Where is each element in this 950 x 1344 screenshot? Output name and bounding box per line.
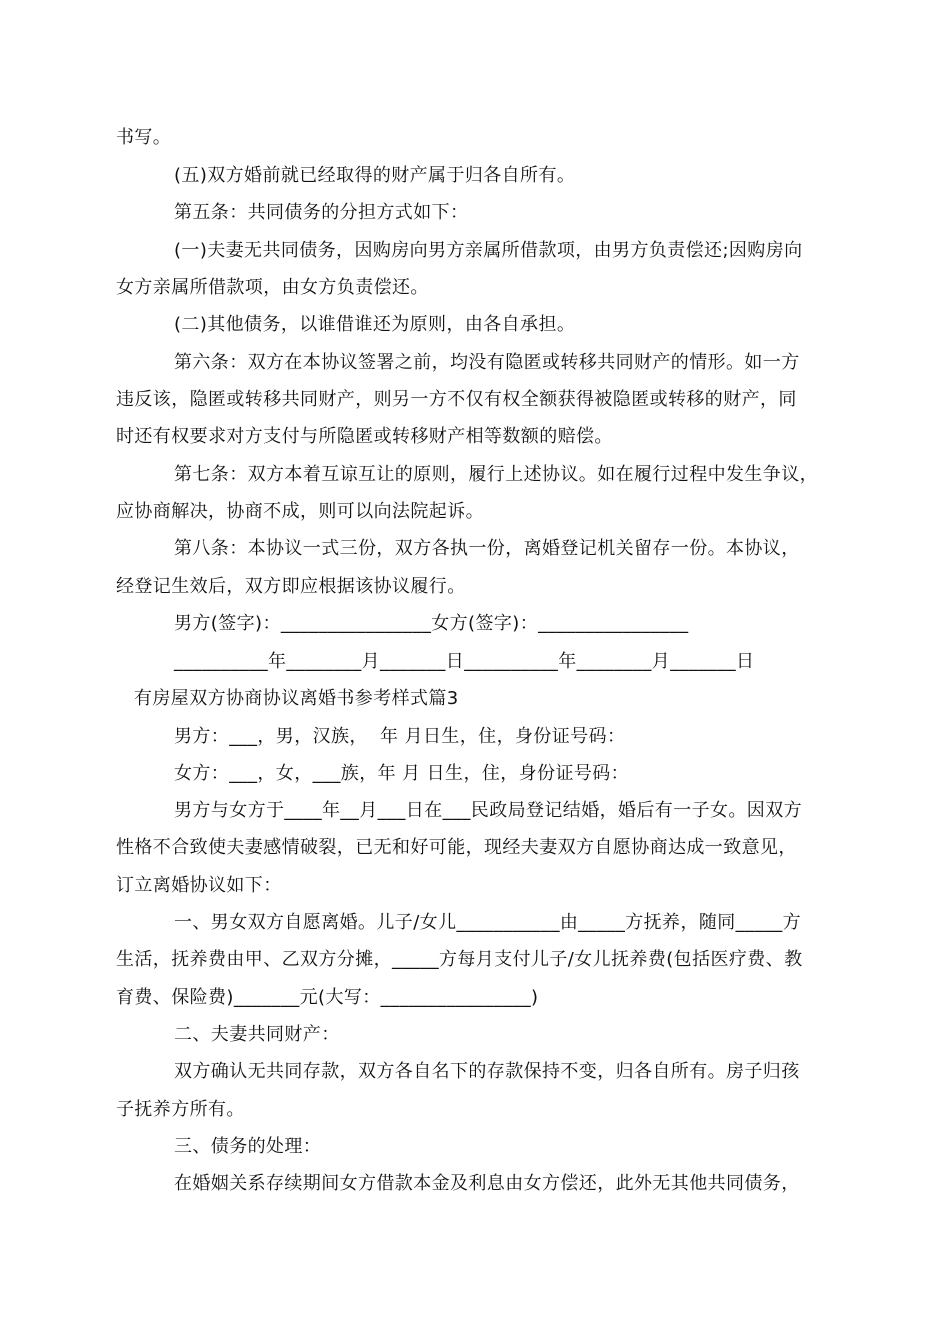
- paragraph-line: 女方亲属所借款项，由女方负责偿还。: [116, 277, 429, 298]
- paragraph-line: 违反该，隐匿或转移共同财产，则另一方不仅有权全额获得被隐匿或转移的财产，同: [116, 389, 797, 410]
- paragraph-line: 一、男女双方自愿离婚。儿子/女儿___________由_____方抚养，随同_____方: [174, 912, 802, 933]
- date-line: __________年________月_______日__________年________月_______日: [174, 651, 755, 672]
- article-heading: 第五条：共同债务的分担方式如下：: [174, 202, 469, 223]
- clause-heading: 二、夫妻共同财产：: [174, 1024, 340, 1045]
- party-line: 女方：___，女，___族，年 月 日生，住，身份证号码：: [174, 763, 630, 784]
- clause-heading: 三、债务的处理：: [174, 1136, 322, 1157]
- paragraph-line: (二)其他债务，以谁借谁还为原则，由各自承担。: [174, 314, 576, 335]
- paragraph-line: 生活，抚养费由甲、乙双方分摊，_____方每月支付儿子/女儿抚养费(包括医疗费、教: [116, 949, 803, 970]
- paragraph-line: 第八条：本协议一式三份，双方各执一份，离婚登记机关留存一份。本协议，: [174, 538, 800, 559]
- paragraph-line: (一)夫妻无共同债务，因购房向男方亲属所借款项，由男方负责偿还;因购房向: [174, 240, 803, 261]
- paragraph-line: 双方确认无共同存款，双方各自名下的存款保持不变，归各自所有。房子归孩: [174, 1061, 800, 1082]
- paragraph-line: (五)双方婚前就已经取得的财产属于归各自所有。: [174, 165, 576, 186]
- signature-line: 男方(签字)：________________女方(签字)：________________: [174, 613, 689, 634]
- paragraph-line: 在婚姻关系存续期间女方借款本金及利息由女方偿还，此外无其他共同债务，: [174, 1173, 800, 1194]
- section-title: 有房屋双方协商协议离婚书参考样式篇3: [134, 688, 459, 709]
- paragraph-line: 书写。: [116, 127, 172, 148]
- paragraph-line: 育费、保险费)_______元(大写：________________): [116, 987, 539, 1008]
- paragraph-line: 第六条：双方在本协议签署之前，均没有隐匿或转移共同财产的情形。如一方: [174, 352, 800, 373]
- paragraph-line: 经登记生效后，双方即应根据该协议履行。: [116, 576, 466, 597]
- paragraph-line: 时还有权要求对方支付与所隐匿或转移财产相等数额的赔偿。: [116, 426, 613, 447]
- paragraph-line: 男方与女方于____年__月___日在___民政局登记结婚，婚后有一子女。因双方: [174, 800, 802, 821]
- paragraph-line: 第七条：双方本着互谅互让的原则，履行上述协议。如在履行过程中发生争议，: [174, 464, 818, 485]
- paragraph-line: 子抚养方所有。: [116, 1099, 245, 1120]
- paragraph-line: 性格不合致使夫妻感情破裂，已无和好可能，现经夫妻双方自愿协商达成一致意见，: [116, 837, 797, 858]
- party-line: 男方：___，男，汉族， 年 月日生，住，身份证号码：: [174, 726, 626, 747]
- paragraph-line: 订立离婚协议如下：: [116, 875, 282, 896]
- paragraph-line: 应协商解决，协商不成，则可以向法院起诉。: [116, 501, 484, 522]
